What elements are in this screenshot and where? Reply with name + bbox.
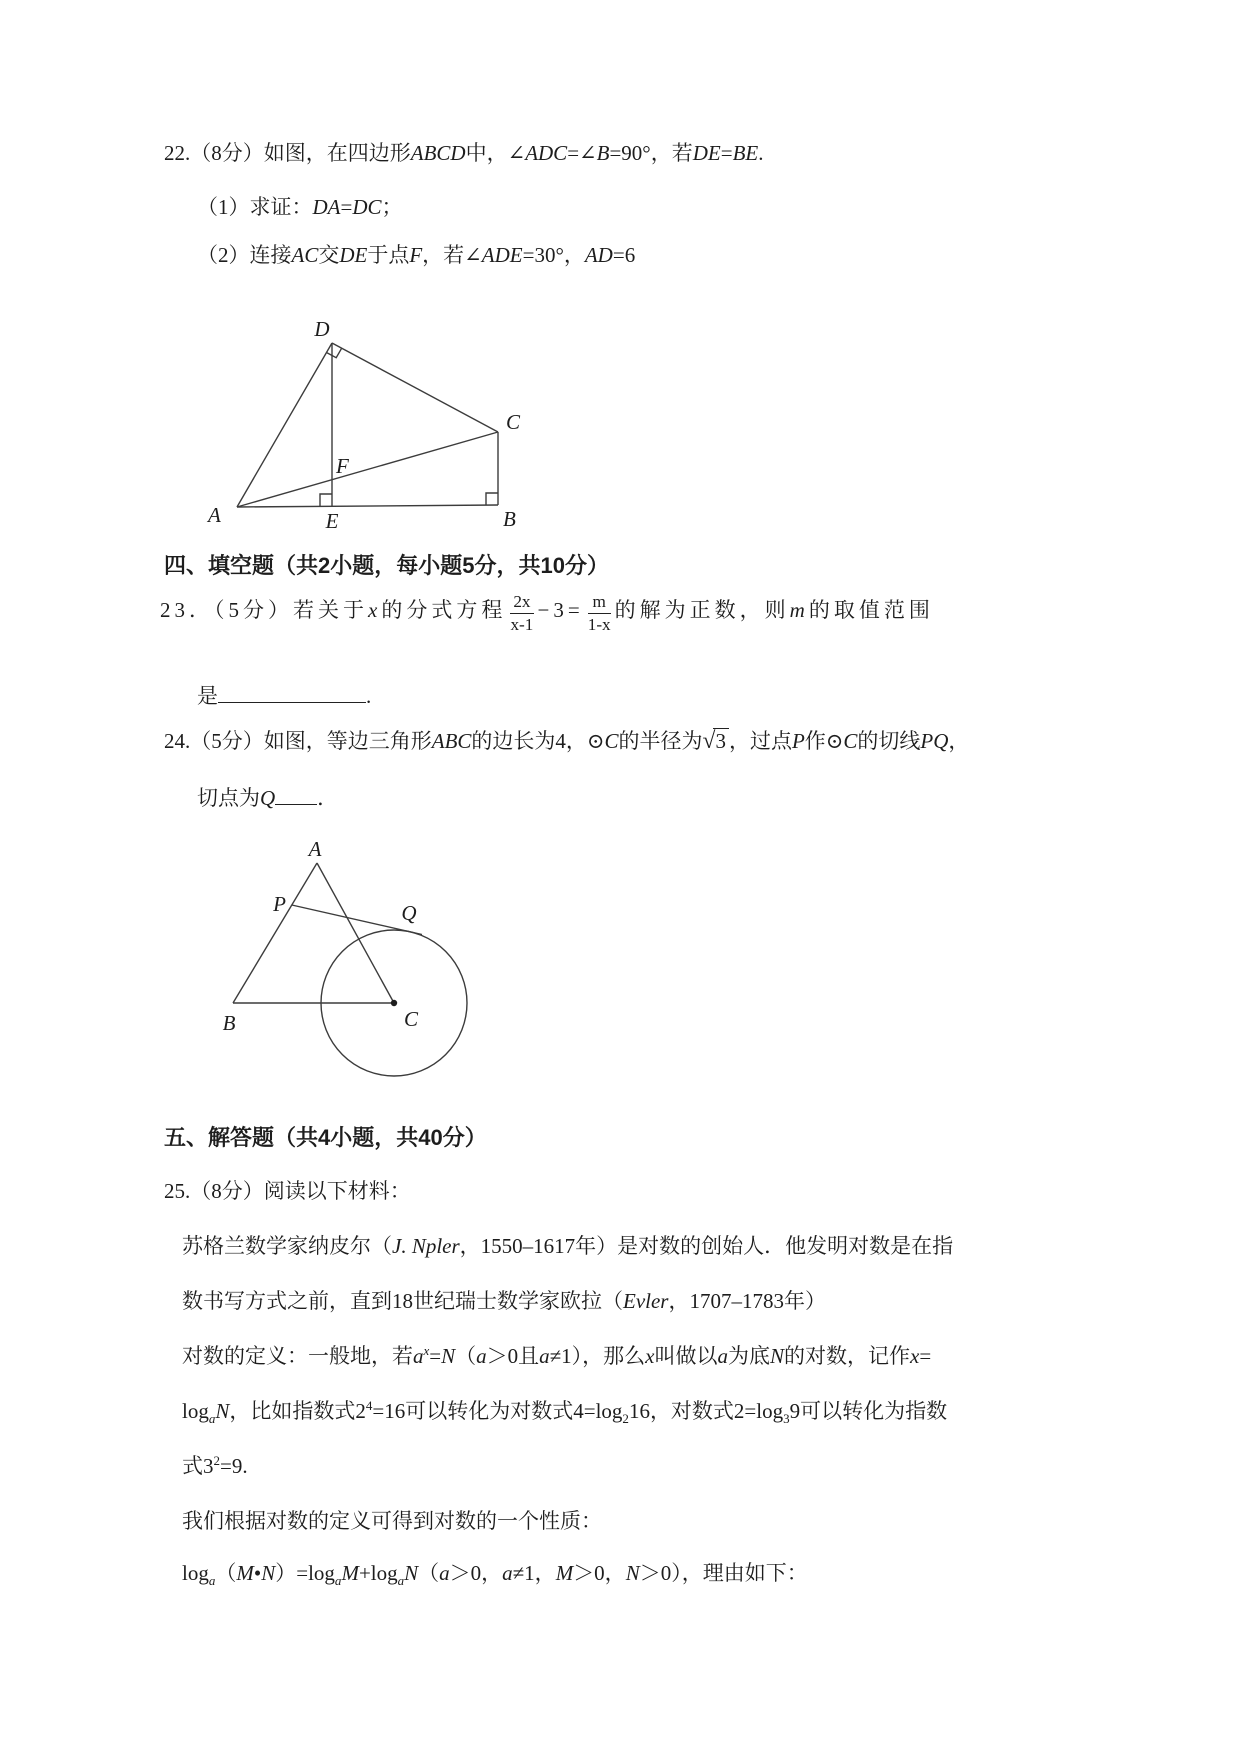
q23-line2: 是 . bbox=[197, 680, 371, 709]
right-angle-mark-E bbox=[320, 494, 332, 506]
point-label-B: B bbox=[503, 507, 516, 531]
point-label-Q: Q bbox=[401, 901, 417, 925]
q22-part1-line: （1）求证：DA=DC； bbox=[197, 195, 403, 219]
q22-figure bbox=[200, 288, 530, 538]
q24-line1: 24.（5分）如图，等边三角形ABC的边长为4，⊙C的半径为√3 ，过点P作⊙C的切线PQ， bbox=[164, 728, 970, 754]
section4-heading: 四、填空题（共2小题，每小题5分，共10分） bbox=[164, 553, 609, 578]
point-label-C: C bbox=[404, 1007, 419, 1031]
point-label-A: A bbox=[308, 837, 322, 861]
q22-number-line: 22.（8分）如图，在四边形ABCD中，∠ADC=∠B=90°，若DE=BE. bbox=[164, 141, 764, 165]
point-label-A: A bbox=[208, 503, 221, 527]
point-label-B: B bbox=[222, 1011, 236, 1035]
center-dot-C bbox=[391, 1000, 397, 1006]
q22-part2-line: （2）连接AC交DE于点F，若∠ADE=30°，AD=6 bbox=[197, 243, 636, 267]
q25-paragraph-3: 对数的定义：一般地，若$a^x=N(a>0$且a≠1），那么x叫做以a为底N的对数，记作x= bbox=[182, 1343, 932, 1368]
segment-AB bbox=[237, 505, 498, 507]
segment-DC bbox=[332, 343, 498, 432]
section5-heading: 五、解答题（共4小题，共40分） bbox=[164, 1125, 487, 1150]
q24-figure bbox=[185, 838, 520, 1088]
q23-line1: 23．（5分）若关于x的分式方程 $\frac{2x}{x-1}$ −3= $\frac{m}{1-x}$ 的解为正数，则m的取值范围 bbox=[160, 592, 934, 634]
segment-AB bbox=[233, 863, 317, 1003]
point-label-D: D bbox=[314, 317, 330, 341]
q25-intro-line: 25.（8分）阅读以下材料： bbox=[164, 1179, 411, 1203]
q25-paragraph-6: 我们根据对数的定义可得到对数的一个性质： bbox=[182, 1509, 602, 1533]
segment-AC bbox=[237, 432, 498, 507]
q24-figure-lines bbox=[233, 863, 467, 1076]
q22-figure-lines bbox=[237, 343, 498, 507]
point-label-F: F bbox=[336, 454, 349, 478]
q24-line2: 切点为Q ． bbox=[197, 782, 338, 811]
q25-paragraph-4: $\log_aN$，比如指数式$2^4=16$可以转化为对数式$4=\log_216$，对数式$2=\log_39$可以转化为指数 bbox=[182, 1398, 948, 1427]
point-label-P: P bbox=[273, 892, 286, 916]
q25-paragraph-7: $\log_a(M•N)=\log_aM+\log_aN(a>0$，a≠1，M＞0，N＞0），理由如下： bbox=[182, 1561, 808, 1589]
q25-paragraph-1: 苏格兰数学家纳皮尔（J. Npler，1550–1617年）是对数的创始人．他发明对数是在指 bbox=[182, 1234, 954, 1258]
segment-AD bbox=[237, 343, 332, 507]
point-label-E: E bbox=[325, 509, 339, 533]
right-angle-mark-B bbox=[486, 493, 498, 505]
point-label-C: C bbox=[506, 410, 521, 434]
q25-paragraph-5: 式$3^2=9$. bbox=[182, 1453, 248, 1478]
q25-paragraph-2: 数书写方式之前，直到18世纪瑞士数学家欧拉（Evler，1707–1783年） bbox=[182, 1289, 826, 1313]
segment-AC bbox=[317, 863, 394, 1003]
